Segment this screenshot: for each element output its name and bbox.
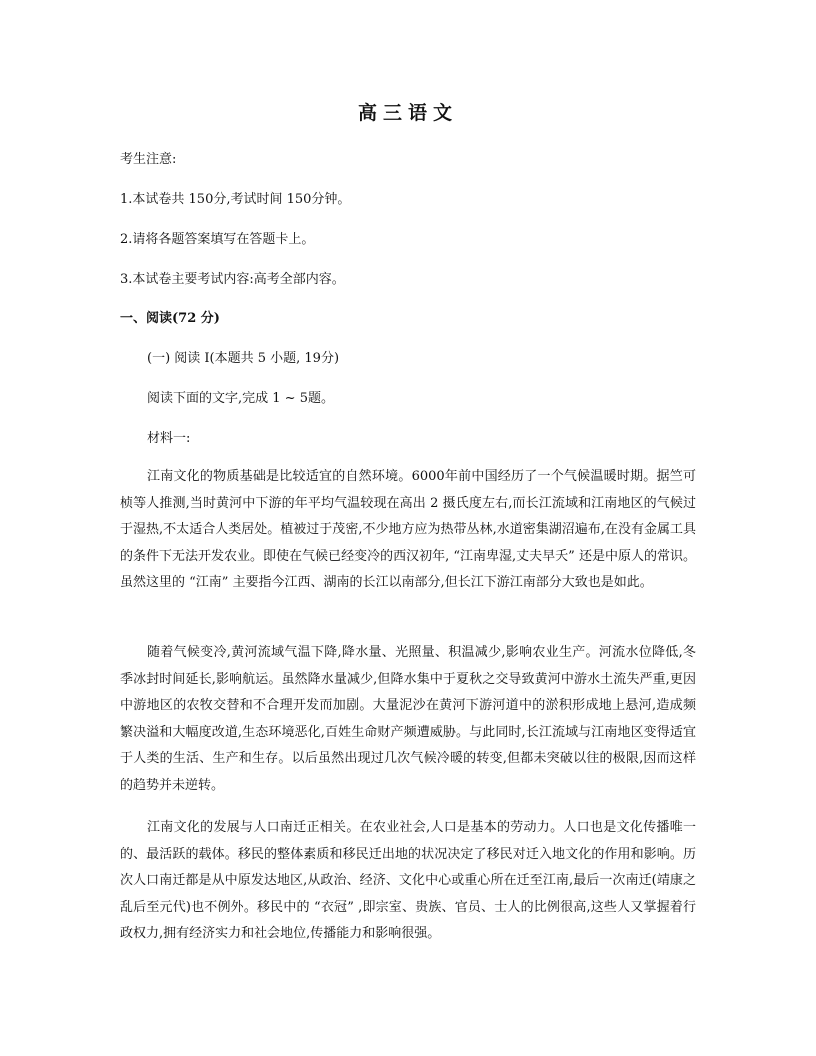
notice-item-1: 1.本试卷共 150分,考试时间 150分钟。 bbox=[120, 192, 351, 207]
paragraph-1: 江南文化的物质基础是比较适宜的自然环境。6000年前中国经历了一个气候温暖时期。据竺可桢等人推测,当时黄河中下游的年平均气温较现在高出 2 摄氏度左右,而长江流域和江南地区的气候过于湿热,不太适合人类居处。植被过于茂密,不少地方应为热带丛林,水道密集湖沼遍布,在没有金属工具的条件下无法开发农业。即使在气候已经变冷的西汉初年, “江南卑湿,丈夫早夭” 还是中原人的常识。虽然这里的 “江南” 主要指今江西、湖南的长江以南部分,但长江下游江南部分大致也是如此。 bbox=[120, 469, 696, 590]
notice-item-3: 3.本试卷主要考试内容:高考全部内容。 bbox=[120, 272, 345, 287]
subsection-heading: (一) 阅读 I(本题共 5 小题, 19分) bbox=[147, 351, 340, 366]
material-label: 材料一: bbox=[147, 431, 191, 446]
notice-item-2: 2.请将各题答案填写在答题卡上。 bbox=[120, 232, 315, 247]
notice-header: 考生注意: bbox=[120, 152, 177, 167]
paragraph-2: 随着气候变冷,黄河流域气温下降,降水量、光照量、积温减少,影响农业生产。河流水位降低,冬季冰封时间延长,影响航运。虽然降水量减少,但降水集中于夏秋之交导致黄河中游水土流失严重,更因中游地区的农牧交替和不合理开发而加剧。大量泥沙在黄河下游河道中的淤积形成地上悬河,造成频繁决溢和大幅度改道,生态环境恶化,百姓生命财产频遭威胁。与此同时,长江流域与江南地区变得适宜于人类的生活、生产和生存。以后虽然出现过几次气候冷暖的转变,但都未突破以往的极限,因而这样的趋势并未逆转。 bbox=[120, 645, 696, 793]
paragraph-3: 江南文化的发展与人口南迁正相关。在农业社会,人口是基本的劳动力。人口也是文化传播唯一的、最活跃的载体。移民的整体素质和移民迁出地的状况决定了移民对迁入地文化的作用和影响。历次人口南迁都是从中原发达地区,从政治、经济、文化中心或重心所在迁至江南,最后一次南迁(靖康之乱后至元代)也不例外。移民中的 “衣冠” ,即宗室、贵族、官员、士人的比例很高,这些人又掌握着行政权力,拥有经济实力和社会地位,传播能力和影响很强。 bbox=[120, 820, 696, 941]
section-heading: 一、阅读(72 分) bbox=[120, 311, 220, 326]
reading-instruction: 阅读下面的文字,完成 1 ~ 5题。 bbox=[147, 391, 334, 406]
page-title: 高三语文 bbox=[357, 102, 458, 124]
